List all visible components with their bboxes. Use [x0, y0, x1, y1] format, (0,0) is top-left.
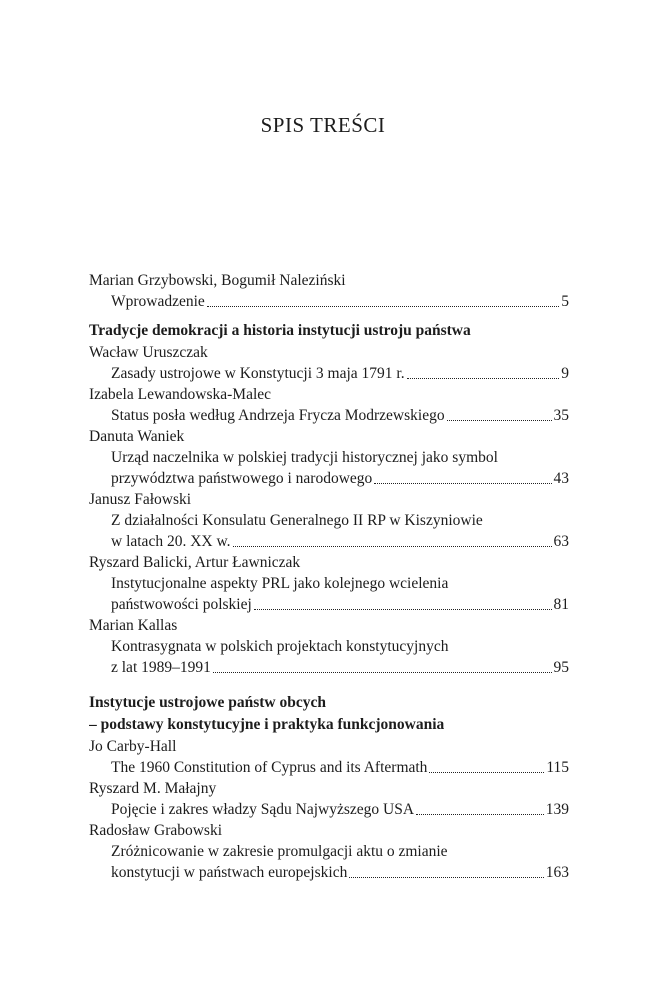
entry-author: Izabela Lewandowska-Malec	[89, 386, 272, 403]
entry-leader-line	[111, 291, 569, 312]
section-heading	[89, 692, 569, 736]
entry-leader-line	[111, 405, 569, 426]
toc-entry	[89, 820, 569, 883]
entry-title	[89, 291, 569, 312]
entry-title	[89, 799, 569, 820]
entry-title-line: Pojęcie i zakres władzy Sądu Najwyższego USA	[111, 801, 415, 818]
toc-entry	[89, 615, 569, 678]
page-number: 81	[553, 596, 569, 613]
entry-title	[89, 636, 569, 678]
entry-author: Danuta Waniek	[89, 428, 185, 445]
entry-author: Jo Carby-Hall	[89, 738, 177, 755]
entry-author: Janusz Fałowski	[89, 491, 192, 508]
section-heading-line: Tradycje demokracji a historia instytucji ustroju państwa	[89, 322, 471, 339]
entry-leader-line	[111, 862, 569, 883]
entry-author: Marian Grzybowski, Bogumił Naleziński	[89, 272, 346, 289]
entry-title-line: Urząd naczelnika w polskiej tradycji historycznej jako symbol	[111, 449, 498, 466]
toc-entry	[89, 552, 569, 615]
entry-leader-line	[111, 531, 569, 552]
toc-entry	[89, 426, 569, 489]
entry-title-line: z lat 1989–1991	[111, 659, 211, 676]
toc-entry	[89, 778, 569, 820]
entry-title-line: konstytucji w państwach europejskich	[111, 864, 348, 881]
dot-leader	[429, 772, 544, 773]
entry-title-line: przywództwa państwowego i narodowego	[111, 470, 373, 487]
entry-title-line: Instytucjonalne aspekty PRL jako kolejnego wcielenia	[111, 575, 449, 592]
page-title: SPIS TREŚCI	[260, 113, 386, 137]
entry-leader-line	[111, 757, 569, 778]
entry-title-line: w latach 20. XX w.	[111, 533, 231, 550]
page-number: 163	[545, 864, 569, 881]
section-heading	[89, 320, 569, 342]
page-number: 95	[553, 659, 569, 676]
entry-leader-line	[111, 594, 569, 615]
entry-title-line: Kontrasygnata w polskich projektach konstytucyjnych	[111, 638, 449, 655]
entry-author: Ryszard M. Małajny	[89, 780, 217, 797]
entry-title	[89, 757, 569, 778]
entry-leader-line	[111, 657, 569, 678]
page-number: 9	[561, 365, 569, 382]
section-heading-line: – podstawy konstytucyjne i praktyka funkcjonowania	[89, 716, 445, 733]
entry-author: Ryszard Balicki, Artur Ławniczak	[89, 554, 301, 571]
toc-entry-intro	[89, 270, 569, 312]
toc-entry	[89, 342, 569, 384]
entry-title-line: Wprowadzenie	[111, 293, 205, 310]
section-heading-line: Instytucje ustrojowe państw obcych	[89, 694, 326, 711]
entry-author: Wacław Uruszczak	[89, 344, 208, 361]
toc-entry	[89, 489, 569, 552]
entry-title	[89, 510, 569, 552]
entry-title-line: The 1960 Constitution of Cyprus and its Aftermath	[111, 759, 428, 776]
page-number: 115	[546, 759, 569, 776]
toc-entry	[89, 736, 569, 778]
page-number: 43	[553, 470, 569, 487]
dot-leader	[254, 609, 552, 610]
entry-title-line: państwowości polskiej	[111, 596, 252, 613]
entry-title-line: Status posła według Andrzeja Frycza Modrzewskiego	[111, 407, 445, 424]
entry-title-line: Zróżnicowanie w zakresie promulgacji aktu o zmianie	[111, 843, 448, 860]
entry-title-line: Zasady ustrojowe w Konstytucji 3 maja 1791 r.	[111, 365, 405, 382]
page-number: 35	[553, 407, 569, 424]
entry-title	[89, 573, 569, 615]
dot-leader	[447, 420, 552, 421]
page-number: 63	[553, 533, 569, 550]
dot-leader	[416, 814, 544, 815]
entry-author: Radosław Grabowski	[89, 822, 223, 839]
dot-leader	[374, 483, 551, 484]
entry-author: Marian Kallas	[89, 617, 178, 634]
table-of-contents	[89, 270, 569, 883]
entry-title	[89, 405, 569, 426]
entry-title-line: Z działalności Konsulatu Generalnego II RP w Kiszyniowie	[111, 512, 483, 529]
entry-leader-line	[111, 363, 569, 384]
toc-entry	[89, 384, 569, 426]
dot-leader	[349, 877, 543, 878]
page-number: 139	[545, 801, 569, 818]
dot-leader	[207, 306, 559, 307]
entry-title	[89, 447, 569, 489]
dot-leader	[213, 672, 552, 673]
page-number: 5	[561, 293, 569, 310]
dot-leader	[407, 378, 560, 379]
entry-title	[89, 363, 569, 384]
dot-leader	[233, 546, 552, 547]
entry-leader-line	[111, 799, 569, 820]
entry-leader-line	[111, 468, 569, 489]
entry-title	[89, 841, 569, 883]
